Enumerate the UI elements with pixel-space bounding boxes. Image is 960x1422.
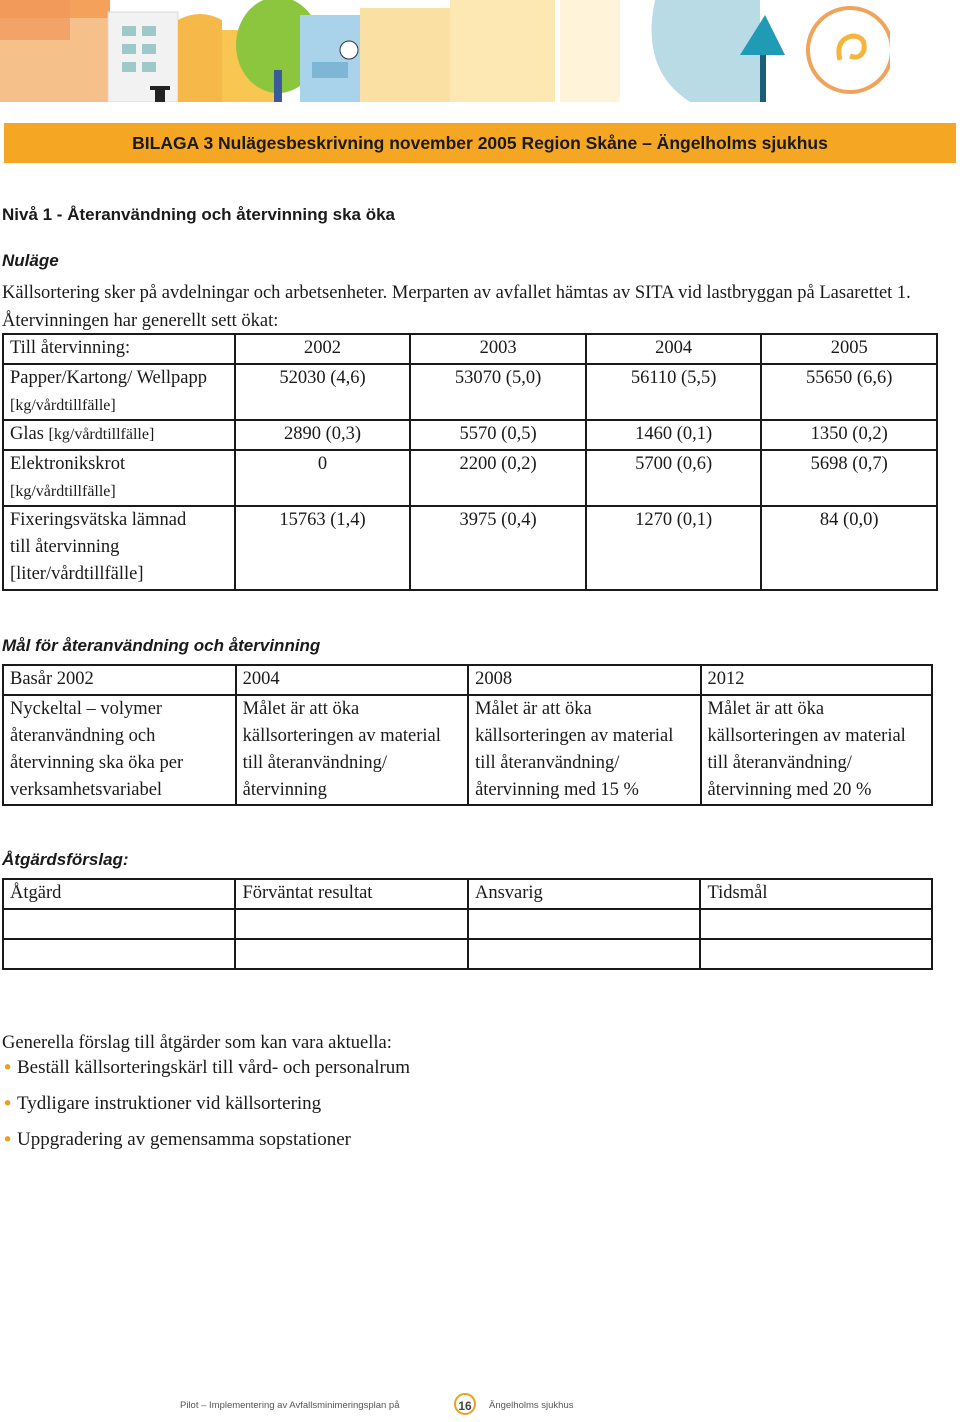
goals-cell: Målet är att öka källsorteringen av material till återanvändning/ återvinning med 20 % [701,695,932,805]
row-unit: [kg/vårdtillfälle] [10,483,116,500]
empty-cell [3,939,235,969]
row-unit: [kg/vårdtillfälle] [48,426,155,443]
table-header-row [3,334,937,364]
actions-table [2,878,933,970]
table-cell: 55650 (6,6) [761,364,937,420]
row-label: Papper/Kartong/ Wellpapp [10,368,207,388]
list-item [2,1127,410,1163]
list-item-text: Tydligare instruktioner vid källsortering [17,1093,322,1114]
actions-empty-row [3,909,932,939]
page-footer [0,1393,960,1417]
goals-heading: Mål för återanvändning och återvinning [2,636,321,655]
row-unit: [liter/vårdtillfälle] [10,564,144,584]
row-label: Elektronikskrot [10,454,126,474]
bullet-icon: • [2,1057,14,1079]
table-header-label: Till återvinning: [3,334,235,364]
year-header: 2005 [761,334,937,364]
table-cell: 5698 (0,7) [761,450,937,506]
table-cell: 5700 (0,6) [586,450,762,506]
table-cell: 1350 (0,2) [761,420,937,450]
table-cell: 2890 (0,3) [235,420,411,450]
actions-column-header: Tidsmål [700,879,932,909]
table-cell: 84 (0,0) [761,506,937,590]
table-cell: 2200 (0,2) [410,450,586,506]
empty-cell [700,909,932,939]
actions-column-header: Åtgärd [3,879,235,909]
bullet-icon: • [2,1129,14,1151]
empty-cell [235,909,468,939]
page-number: 16 [454,1393,476,1415]
table-cell: 52030 (4,6) [235,364,411,420]
footer-left-text: Pilot – Implementering av Avfallsminimeringsplan på [180,1400,400,1411]
document-title-bar [4,123,956,163]
actions-column-header: Förväntat resultat [235,879,468,909]
current-state-paragraph: Källsortering sker på avdelningar och arbetsenheter. Merparten av avfallet hämtas av SITA vid lastbryggan på Lasarettet 1. Återvinningen har generellt sett ökat: [2,283,911,331]
table-cell: 53070 (5,0) [410,364,586,420]
row-label: Glas [10,424,44,444]
empty-cell [468,939,701,969]
goals-row [3,695,932,805]
row-label: Fixeringsvätska lämnad till återvinning [10,510,187,557]
goals-table [2,664,933,806]
bullet-icon: • [2,1093,14,1115]
actions-heading: Åtgärdsförslag: [2,850,129,869]
empty-cell [235,939,468,969]
row-label-cell [3,420,235,450]
goals-column-header: 2004 [236,665,468,695]
table-cell: 5570 (0,5) [410,420,586,450]
actions-header-row [3,879,932,909]
suggestions-intro: Generella förslag till åtgärder som kan vara aktuella: [2,1033,392,1053]
table-row [3,420,937,450]
actions-empty-row [3,939,932,969]
goals-cell: Nyckeltal – volymer återanvändning och återvinning ska öka per verksamhetsvariabel [3,695,236,805]
list-item-text: Uppgradering av gemensamma sopstationer [17,1129,351,1150]
empty-cell [468,909,701,939]
year-header: 2003 [410,334,586,364]
actions-column-header: Ansvarig [468,879,701,909]
goals-cell: Målet är att öka källsorteringen av material till återanvändning/ återvinning [236,695,468,805]
table-row [3,506,937,590]
goals-column-header: Basår 2002 [3,665,236,695]
document-title: BILAGA 3 Nulägesbeskrivning november 2005 Region Skåne – Ängelholms sjukhus [132,132,828,153]
recycling-table [2,333,938,591]
table-row [3,450,937,506]
list-item-text: Beställ källsorteringskärl till vård- och personalrum [17,1057,411,1078]
table-cell: 1460 (0,1) [586,420,762,450]
current-state-heading: Nuläge [2,251,59,270]
goals-column-header: 2012 [701,665,932,695]
list-item [2,1055,410,1091]
goals-header-row [3,665,932,695]
goals-cell: Målet är att öka källsorteringen av material till återanvändning/ återvinning med 15 % [468,695,700,805]
header-illustration [0,0,960,102]
suggestions-list [2,1055,410,1163]
row-label-cell [3,364,235,420]
table-cell: 56110 (5,5) [586,364,762,420]
list-item [2,1091,410,1127]
level-heading: Nivå 1 - Återanvändning och återvinning ska öka [2,205,395,224]
year-header: 2002 [235,334,411,364]
table-cell: 1270 (0,1) [586,506,762,590]
table-row [3,364,937,420]
table-cell: 3975 (0,4) [410,506,586,590]
year-header: 2004 [586,334,762,364]
footer-right-text: Ängelholms sjukhus [489,1400,574,1411]
row-unit: [kg/vårdtillfälle] [10,397,116,414]
table-cell: 0 [235,450,411,506]
row-label-cell [3,506,235,590]
empty-cell [700,939,932,969]
goals-column-header: 2008 [468,665,700,695]
row-label-cell [3,450,235,506]
empty-cell [3,909,235,939]
table-cell: 15763 (1,4) [235,506,411,590]
